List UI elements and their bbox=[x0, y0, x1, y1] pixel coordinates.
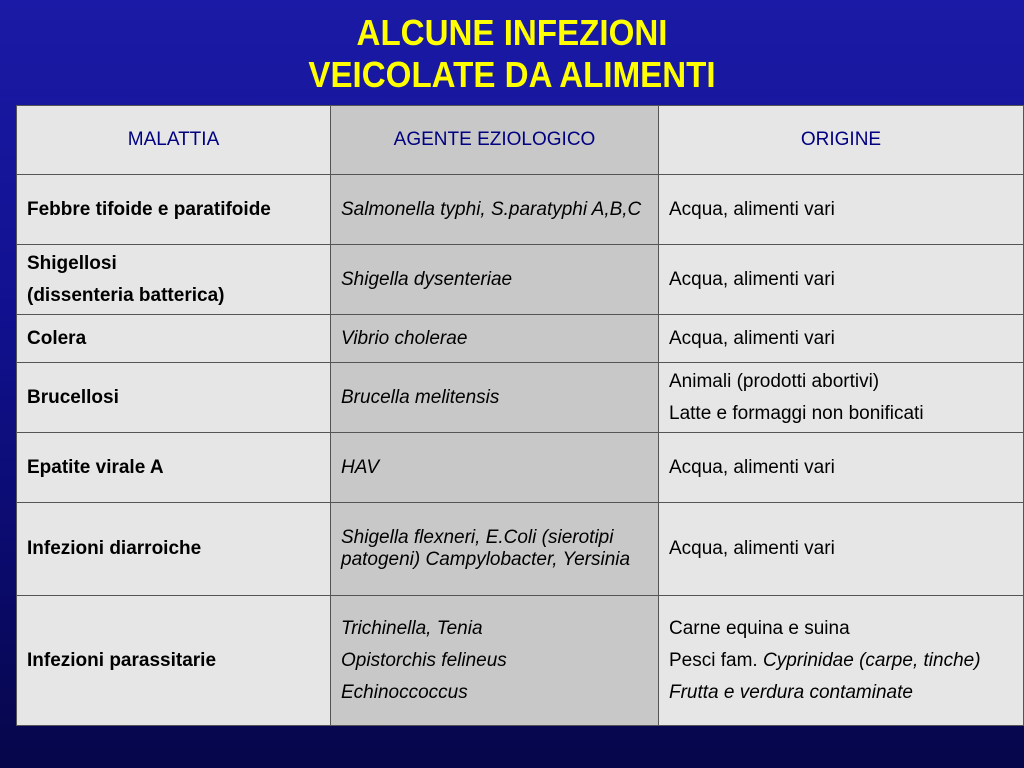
agente-text: Salmonella typhi, S.paratyphi A,B,C bbox=[341, 198, 642, 220]
table-row bbox=[17, 596, 1024, 726]
cell-malattia bbox=[17, 503, 331, 596]
origine-text: Acqua, alimenti vari bbox=[669, 456, 835, 478]
agente-text: Brucella melitensis bbox=[341, 386, 500, 408]
title-line-1: ALCUNE INFEZIONI bbox=[356, 12, 668, 53]
agente-text: Shigella dysenteriae bbox=[341, 268, 513, 290]
header-agente: AGENTE EZIOLOGICO bbox=[331, 106, 659, 175]
cell-agente bbox=[331, 315, 659, 363]
header-malattia: MALATTIA bbox=[17, 106, 331, 175]
cell-agente bbox=[331, 245, 659, 315]
cell-agente bbox=[331, 363, 659, 433]
cell-malattia bbox=[17, 363, 331, 433]
malattia-text: Colera bbox=[27, 327, 87, 349]
origine-italic: Cyprinidae (carpe, tinche) bbox=[762, 649, 981, 671]
cell-agente bbox=[331, 503, 659, 596]
agente-text: Trichinella, Tenia bbox=[341, 617, 483, 639]
agente-text: Shigella flexneri, E.Coli (sierotipi patogeni) Campylobacter, Yersinia bbox=[341, 527, 631, 570]
infections-table bbox=[16, 105, 1024, 726]
malattia-text: Brucellosi bbox=[27, 386, 119, 408]
malattia-text: Febbre tifoide e paratifoide bbox=[27, 198, 271, 220]
origine-text: Carne equina e suina bbox=[669, 617, 850, 639]
origine-text: Latte e formaggi non bonificati bbox=[669, 402, 924, 424]
origine-text: Animali (prodotti abortivi) bbox=[669, 370, 880, 392]
agente-text: HAV bbox=[341, 456, 380, 478]
cell-origine bbox=[659, 315, 1024, 363]
origine-text bbox=[669, 650, 1013, 672]
malattia-text: Shigellosi bbox=[27, 252, 117, 274]
agente-text: Opistorchis felineus bbox=[341, 649, 507, 671]
origine-text: Acqua, alimenti vari bbox=[669, 327, 835, 349]
cell-agente bbox=[331, 596, 659, 726]
cell-origine bbox=[659, 503, 1024, 596]
origine-text: Frutta e verdura contaminate bbox=[669, 681, 913, 703]
cell-malattia bbox=[17, 245, 331, 315]
cell-origine bbox=[659, 596, 1024, 726]
origine-prefix: Pesci fam. bbox=[669, 649, 763, 671]
cell-origine bbox=[659, 433, 1024, 503]
malattia-text: Infezioni diarroiche bbox=[27, 538, 202, 559]
origine-text: Acqua, alimenti vari bbox=[669, 538, 835, 559]
origine-text: Acqua, alimenti vari bbox=[669, 198, 835, 220]
slide-title bbox=[41, 12, 983, 96]
cell-origine bbox=[659, 363, 1024, 433]
cell-agente bbox=[331, 433, 659, 503]
agente-text: Vibrio cholerae bbox=[341, 327, 468, 349]
malattia-text: Epatite virale A bbox=[27, 456, 164, 478]
malattia-text: (dissenteria batterica) bbox=[27, 284, 225, 306]
table-row bbox=[17, 315, 1024, 363]
cell-origine bbox=[659, 175, 1024, 245]
header-row bbox=[17, 106, 1024, 175]
cell-malattia bbox=[17, 433, 331, 503]
table-row bbox=[17, 363, 1024, 433]
cell-malattia bbox=[17, 175, 331, 245]
table-row bbox=[17, 433, 1024, 503]
table-row bbox=[17, 503, 1024, 596]
cell-origine bbox=[659, 245, 1024, 315]
cell-agente bbox=[331, 175, 659, 245]
header-origine: ORIGINE bbox=[659, 106, 1024, 175]
table-row bbox=[17, 245, 1024, 315]
origine-text: Acqua, alimenti vari bbox=[669, 268, 835, 290]
agente-text: Echinoccoccus bbox=[341, 681, 468, 703]
title-line-2: VEICOLATE DA ALIMENTI bbox=[308, 54, 716, 95]
cell-malattia bbox=[17, 596, 331, 726]
malattia-text: Infezioni parassitarie bbox=[27, 649, 217, 671]
cell-malattia bbox=[17, 315, 331, 363]
table-row bbox=[17, 175, 1024, 245]
